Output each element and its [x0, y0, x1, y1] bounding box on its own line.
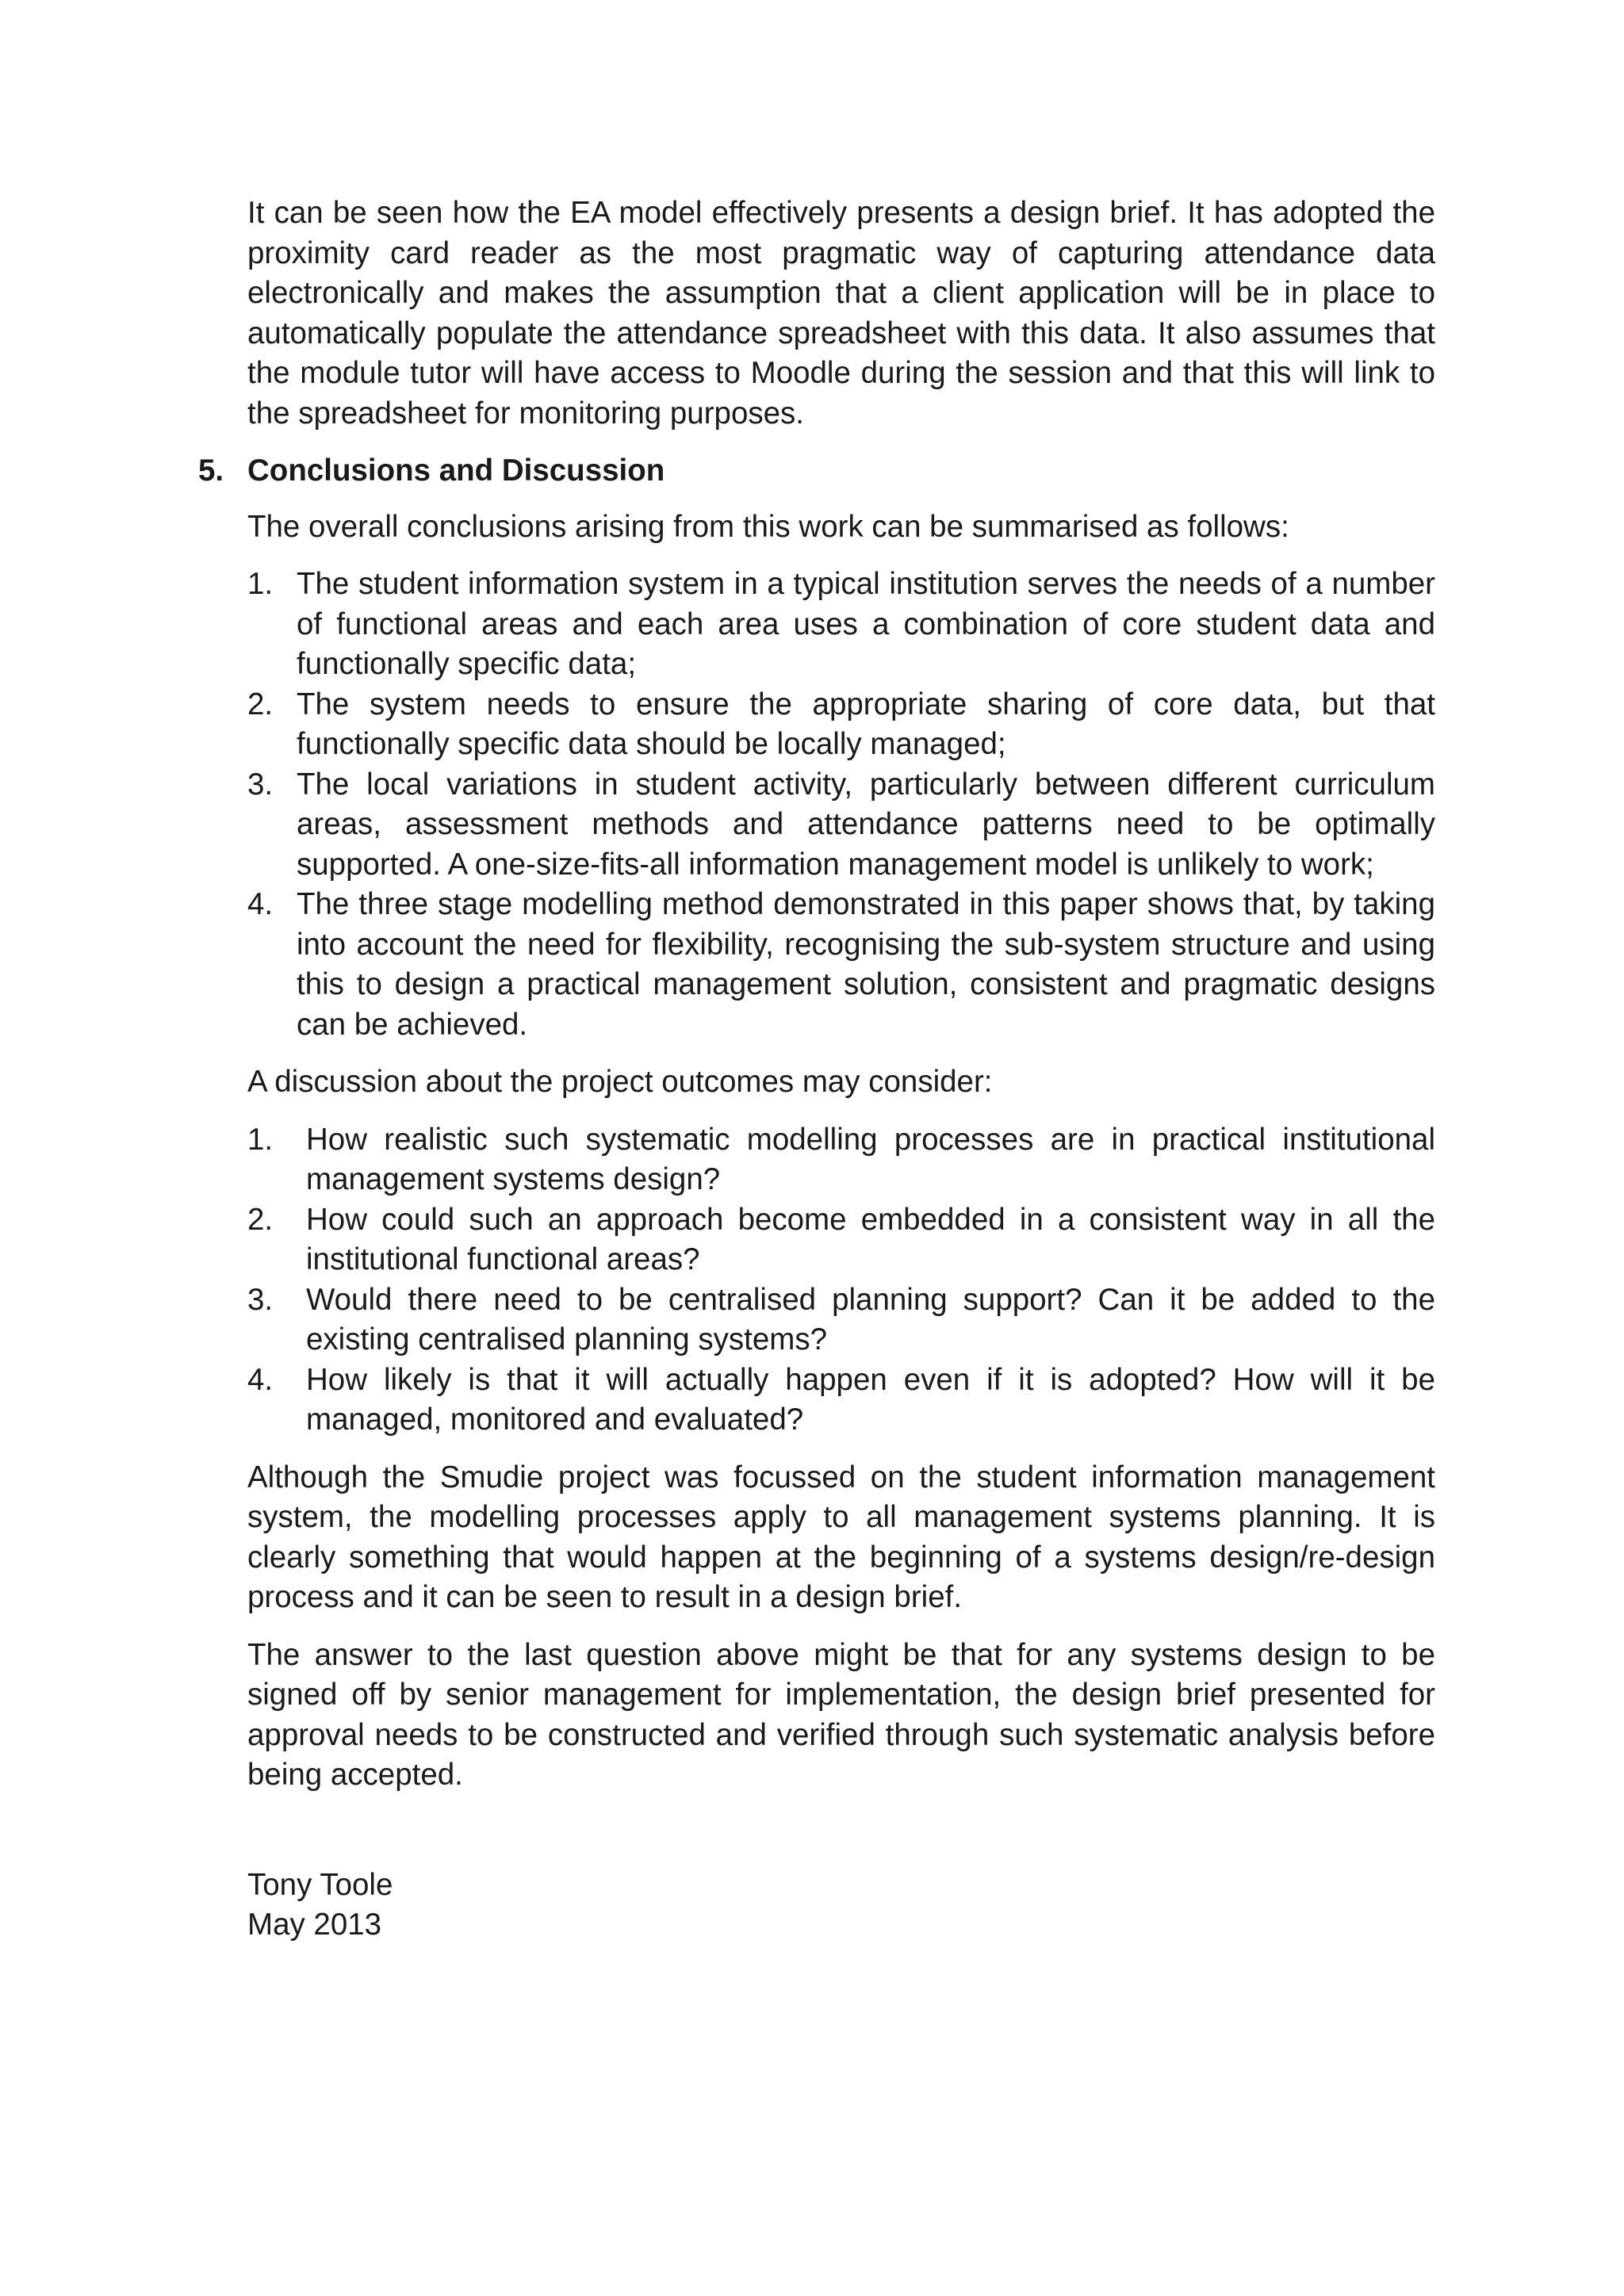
discussion-list — [247, 1120, 1435, 1441]
list-item — [247, 1200, 1435, 1280]
section-title: Conclusions and Discussion — [247, 453, 665, 488]
list-item-text: How realistic such systematic modelling processes are in practical institutional management systems design? — [306, 1122, 1435, 1196]
list-item-text: How could such an approach become embedded in a consistent way in all the institutional functional areas? — [306, 1202, 1435, 1276]
section-number: 5. — [198, 453, 224, 488]
list-item — [247, 1280, 1435, 1360]
list-marker: 3. — [247, 1282, 274, 1317]
list-item — [247, 1120, 1435, 1200]
conclusions-intro: The overall conclusions arising from this work can be summarised as follows: — [247, 509, 1289, 544]
list-item-text: The three stage modelling method demonstrated in this paper shows that, by taking into account the need for flexibility, recognising the sub-system structure and using this to design a practical management solution, consistent and pragmatic designs can be achieved. — [297, 887, 1435, 1042]
list-marker: 1. — [247, 1122, 274, 1157]
list-item-text: The local variations in student activity, particularly between different curriculum areas, assessment methods and attendance patterns need to be optimally supported. A one-size-fits-all information management model is unlikely to work; — [297, 767, 1435, 882]
list-item — [247, 885, 1435, 1045]
list-marker: 2. — [247, 1202, 274, 1237]
page-content — [198, 193, 1435, 1946]
list-marker: 1. — [247, 567, 274, 601]
author-name: Tony Toole — [247, 1867, 393, 1902]
closing-paragraph-2: The answer to the last question above might be that for any systems design to be signed off by senior management for implementation, the design brief presented for approval needs to be constructed and verified through such systematic analysis before being accepted. — [247, 1637, 1435, 1792]
list-item-text: How likely is that it will actually happen even if it is adopted? How will it be managed, monitored and evaluated? — [306, 1362, 1435, 1437]
list-marker: 3. — [247, 767, 274, 802]
discussion-intro: A discussion about the project outcomes may consider: — [247, 1065, 993, 1099]
list-item-text: The system needs to ensure the appropriate sharing of core data, but that functionally specific data should be locally managed; — [297, 687, 1435, 761]
signature-block — [247, 1866, 1435, 1946]
section-heading — [198, 451, 1435, 492]
intro-paragraph: It can be seen how the EA model effectively presents a design brief. It has adopted the proximity card reader as the most pragmatic way of capturing attendance data electronically and makes the assumption that a client application will be in place to automatically populate the attendance spreadsheet with this data. It also assumes that the module tutor will have access to Moodle during the session and that this will link to the spreadsheet for monitoring purposes. — [247, 196, 1435, 430]
conclusions-list — [247, 564, 1435, 1045]
closing-paragraph-1: Although the Smudie project was focussed on the student information management system, the modelling processes apply to all management systems planning. It is clearly something that would happen at the beginning of a systems design/re-design process and it can be seen to result in a design brief. — [247, 1460, 1435, 1614]
list-marker: 4. — [247, 887, 274, 921]
list-item — [247, 564, 1435, 685]
list-item-text: The student information system in a typical institution serves the needs of a number of functional areas and each area uses a combination of core student data and functionally specific data; — [297, 567, 1435, 681]
list-item — [247, 1360, 1435, 1441]
list-item — [247, 765, 1435, 886]
list-item — [247, 685, 1435, 765]
list-marker: 2. — [247, 687, 274, 721]
signature-date: May 2013 — [247, 1908, 382, 1942]
list-marker: 4. — [247, 1362, 274, 1397]
list-item-text: Would there need to be centralised planning support? Can it be added to the existing centralised planning systems? — [306, 1282, 1435, 1357]
